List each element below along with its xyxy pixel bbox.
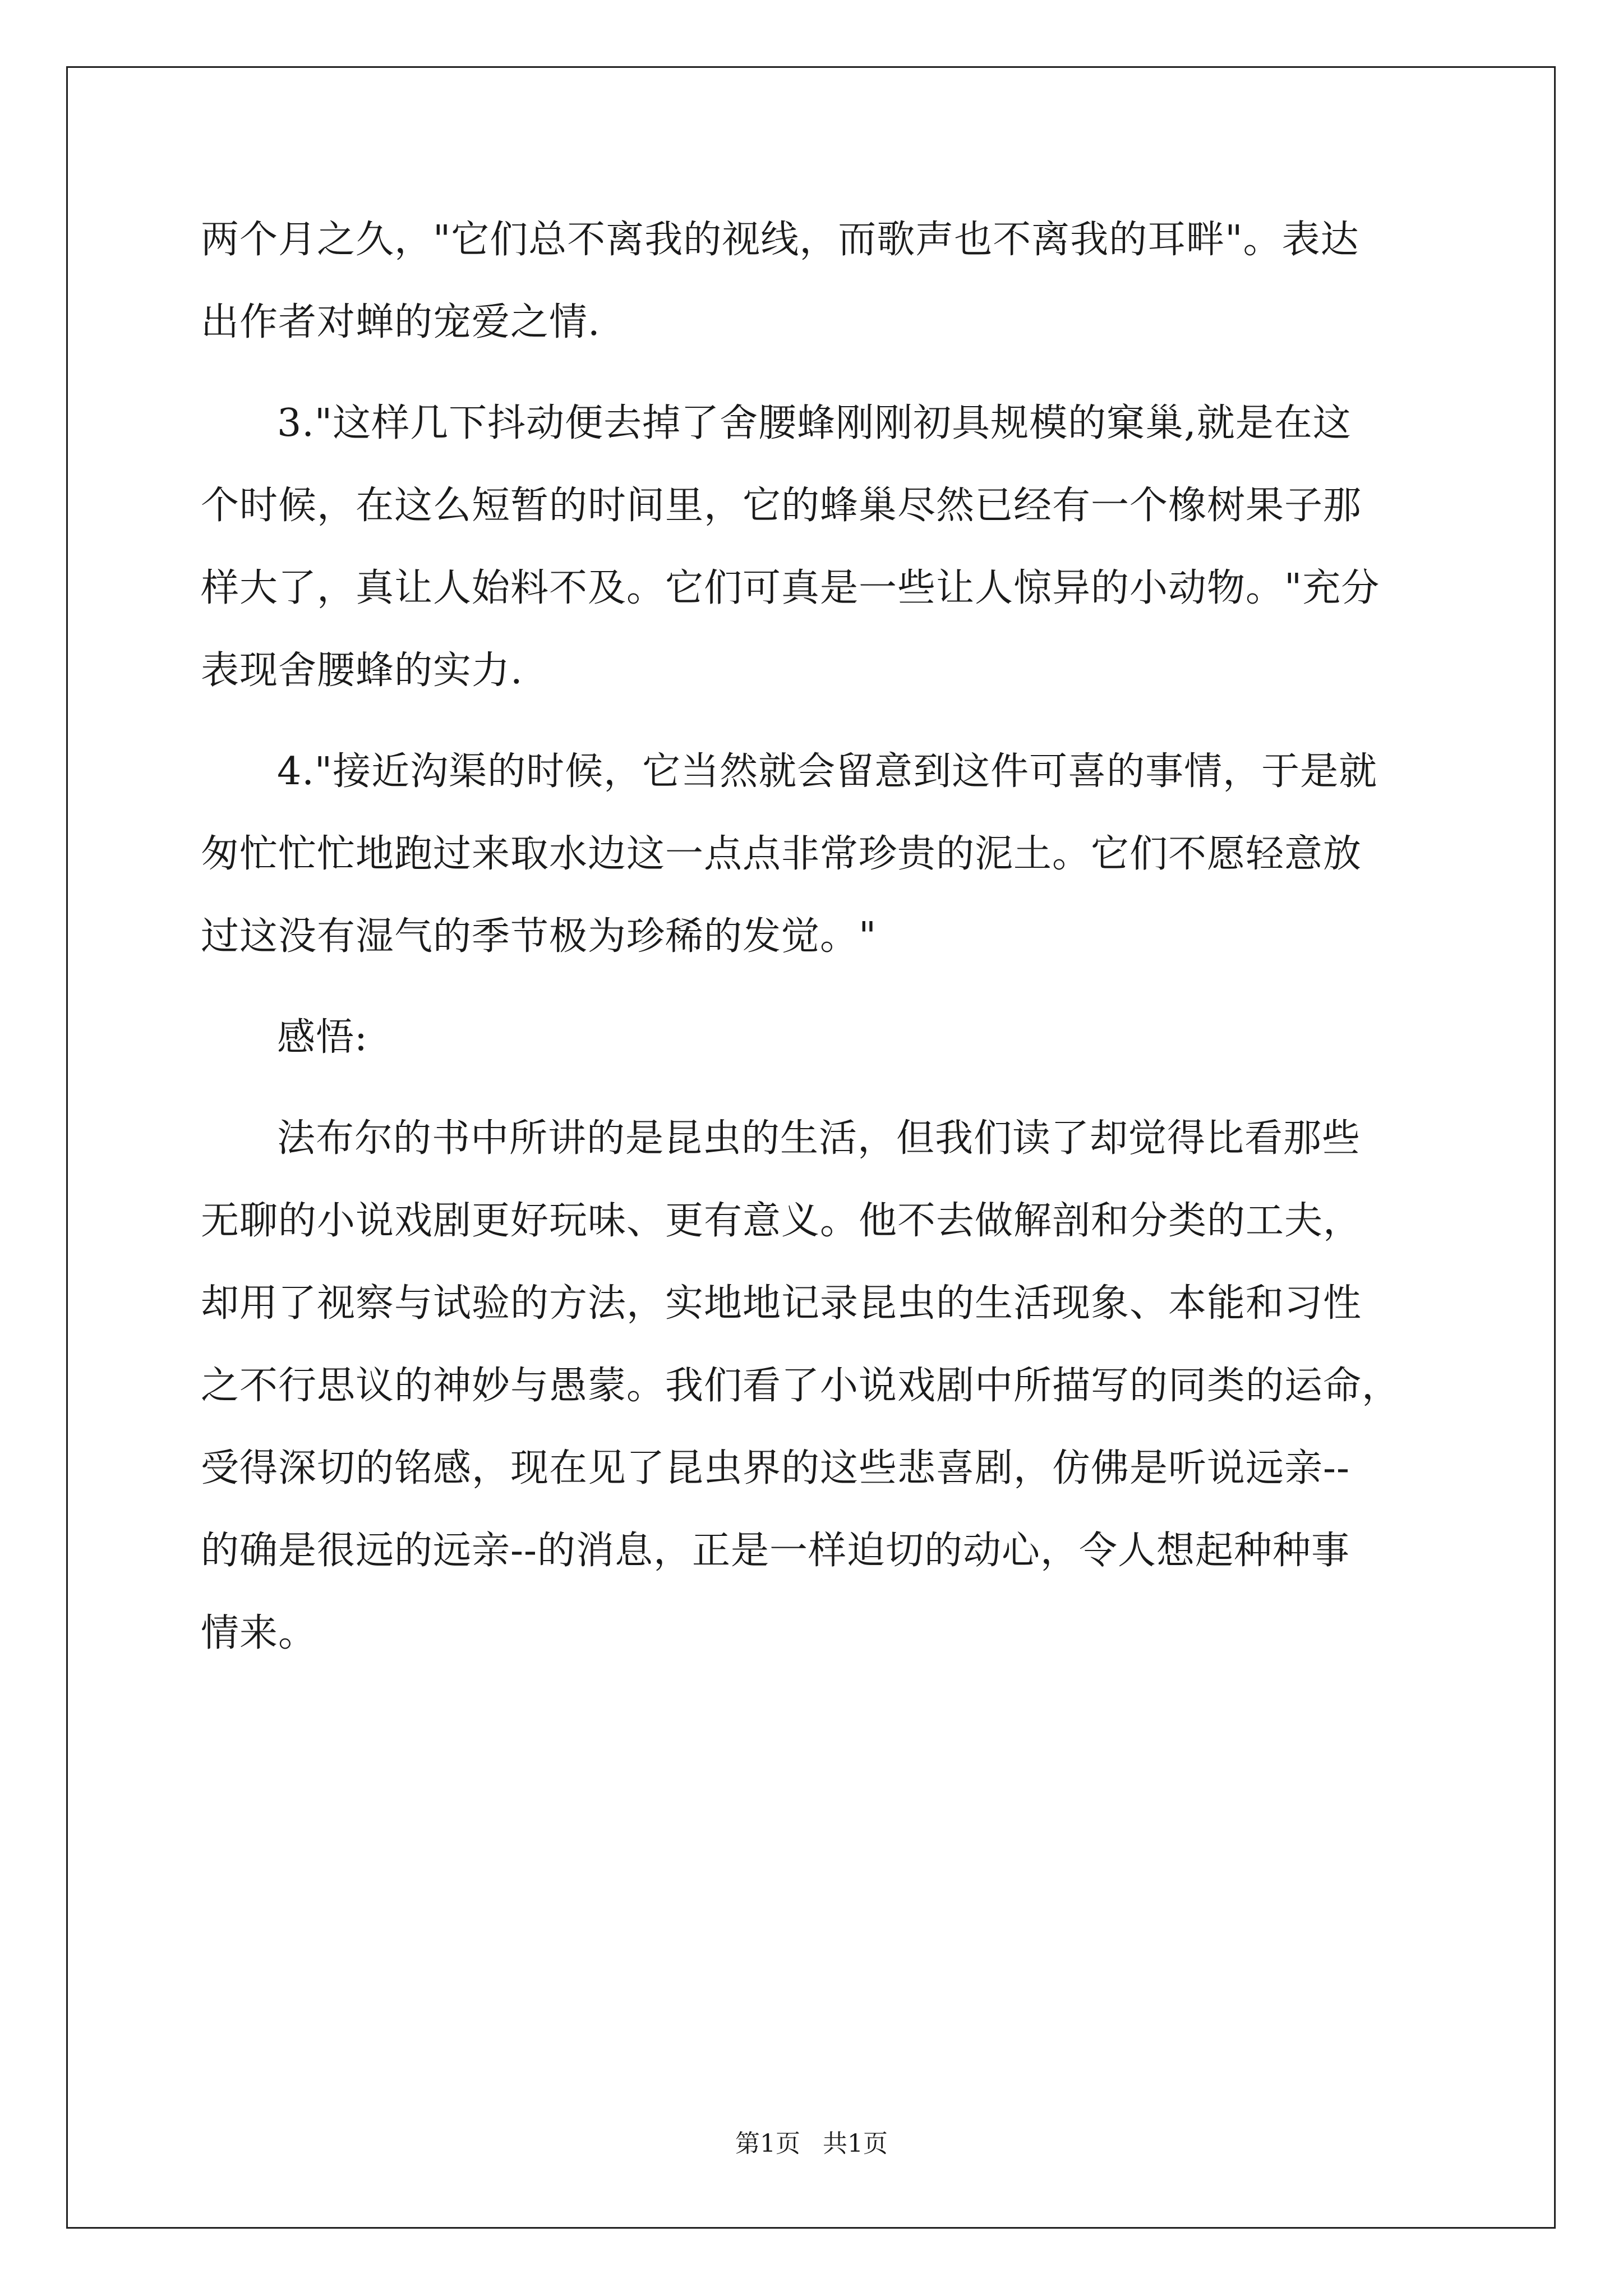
paragraph-4-start: 4."接近沟渠的时候，它当然就会留意到这件可喜的事情，于是就 — [277, 749, 1378, 794]
text-line: 却用了视察与试验的方法，实地地记录昆虫的生活现象、本能和习性 — [201, 1281, 1362, 1326]
text-line: 两个月之久，"它们总不离我的视线，而歌声也不离我的耳畔"。表达 — [201, 218, 1359, 262]
section-heading-ganwu: 感悟: — [277, 1015, 368, 1060]
page-number-current: 第1页 — [735, 2129, 800, 2158]
text-line: 之不行思议的神妙与愚蒙。我们看了小说戏剧中所描写的同类的运命， — [201, 1364, 1401, 1408]
page-number-total: 共1页 — [823, 2129, 888, 2158]
text-line: 个时候，在这么短暂的时间里，它的蜂巢尽然已经有一个橡树果子那 — [201, 484, 1362, 528]
page-footer — [0, 2127, 1623, 2161]
text-line: 情来。 — [201, 1611, 317, 1655]
text-line: 受得深切的铭感，现在见了昆虫界的这些悲喜剧，仿佛是听说远亲-- — [201, 1446, 1350, 1490]
text-line: 无聊的小说戏剧更好玩味、更有意义。他不去做解剖和分类的工夫， — [201, 1199, 1362, 1243]
text-line: 匆忙忙忙地跑过来取水边这一点点非常珍贵的泥土。它们不愿轻意放 — [201, 832, 1362, 876]
text-line: 样大了，真让人始料不及。它们可真是一些让人惊异的小动物。"充分 — [201, 566, 1380, 610]
text-line: 的确是很远的远亲--的消息，正是一样迫切的动心，令人想起种种事 — [201, 1529, 1350, 1573]
paragraph-3-start: 3."这样几下抖动便去掉了舍腰蜂刚刚初具规模的窠巢,就是在这 — [277, 401, 1352, 445]
text-line: 表现舍腰蜂的实力. — [201, 648, 523, 693]
text-line: 出作者对蝉的宠爱之情. — [201, 300, 601, 344]
paragraph-reflection-start: 法布尔的书中所讲的是昆虫的生活，但我们读了却觉得比看那些 — [277, 1116, 1361, 1161]
text-line: 过这没有湿气的季节极为珍稀的发觉。" — [201, 914, 877, 959]
